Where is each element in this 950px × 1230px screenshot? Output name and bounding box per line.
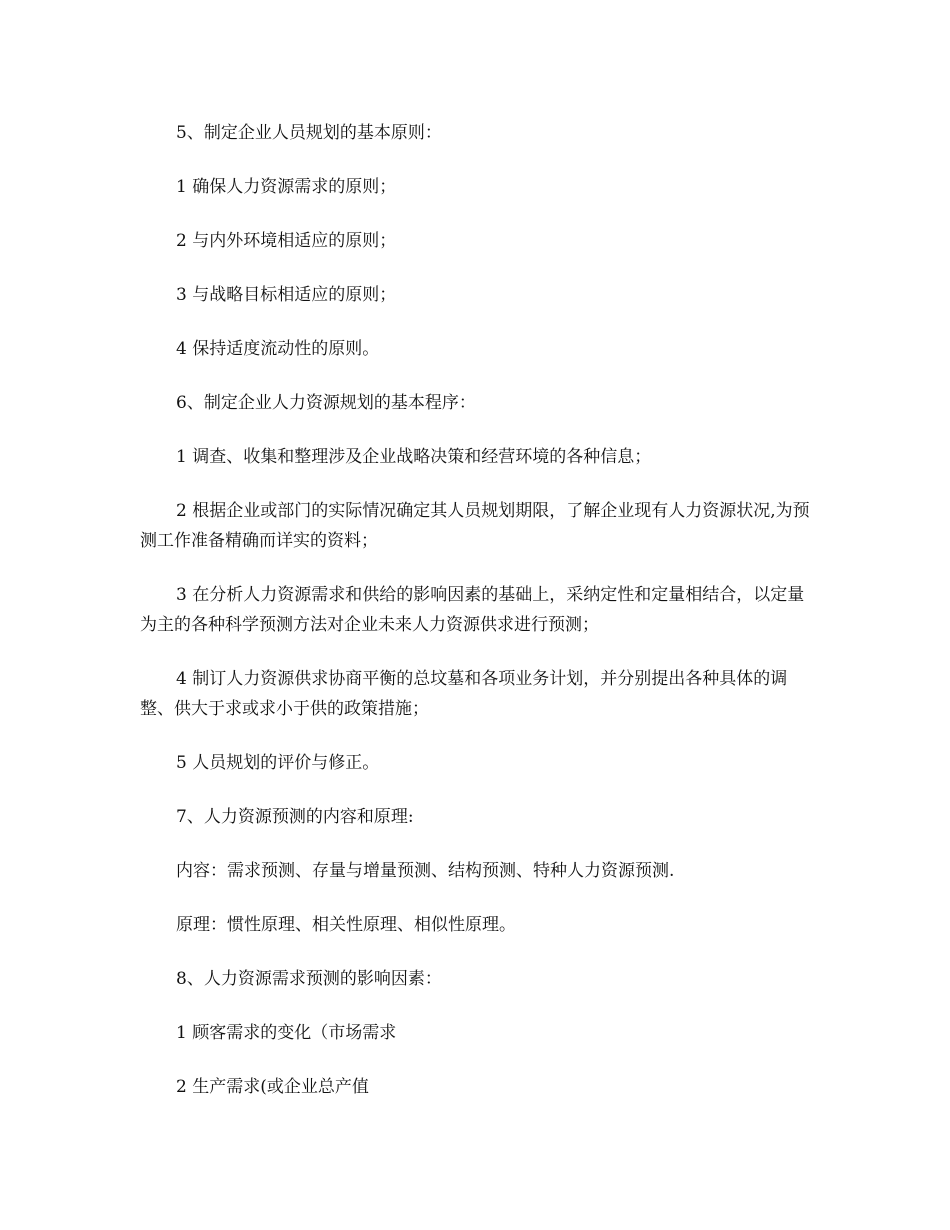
list-item: 3 与战略目标相适应的原则； — [176, 285, 397, 305]
list-item: 5 人员规划的评价与修正。 — [176, 753, 380, 773]
list-item: 1 调查、收集和整理涉及企业战略决策和经营环境的各种信息； — [176, 447, 652, 467]
heading-principles: 5、制定企业人员规划的基本原则： — [176, 123, 442, 143]
forecast-content: 内容：需求预测、存量与增量预测、结构预测、特种人力资源预测. — [176, 861, 675, 881]
forecast-principles: 原理：惯性原理、相关性原理、相似性原理。 — [176, 915, 516, 935]
list-item: 2 根据企业或部门的实际情况确定其人员规划期限，了解企业现有人力资源状况,为预测工作准备精确而详实的资料； — [140, 501, 810, 551]
list-item: 3 在分析人力资源需求和供给的影响因素的基础上，采纳定性和定量相结合，以定量为主的各种科学预测方法对企业未来人力资源供求进行预测； — [140, 585, 805, 635]
document-body — [140, 118, 810, 1126]
heading-procedure: 6、制定企业人力资源规划的基本程序： — [176, 393, 476, 413]
list-item: 1 确保人力资源需求的原则； — [176, 177, 397, 197]
list-item: 2 生产需求(或企业总产值 — [176, 1077, 369, 1097]
heading-factors: 8、人力资源需求预测的影响因素： — [176, 969, 442, 989]
list-item: 4 保持适度流动性的原则。 — [176, 339, 380, 359]
list-item: 2 与内外环境相适应的原则； — [176, 231, 397, 251]
heading-forecast: 7、人力资源预测的内容和原理: — [176, 807, 414, 827]
list-item: 1 顾客需求的变化（市场需求 — [176, 1023, 397, 1043]
list-item: 4 制订人力资源供求协商平衡的总坟墓和各项业务计划，并分别提出各种具体的调整、供大于求或求小于供的政策措施； — [140, 669, 788, 719]
